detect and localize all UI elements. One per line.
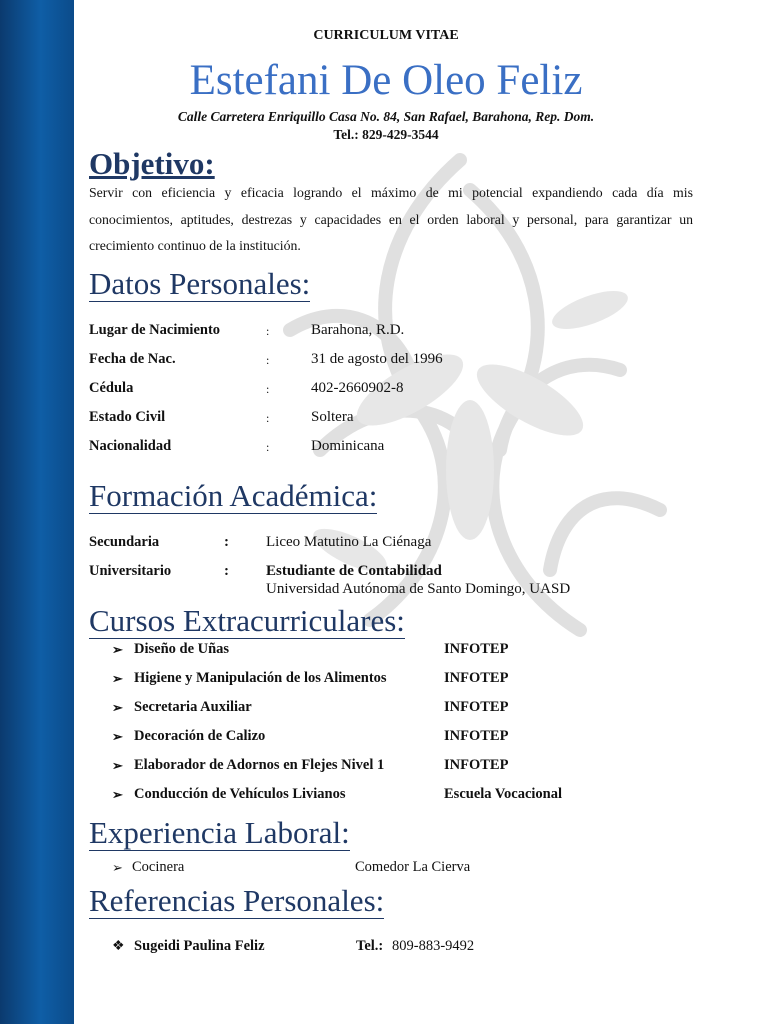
course-name: Secretaria Auxiliar (134, 699, 252, 715)
separator: : (266, 440, 270, 454)
objective-text: Servir con eficiencia y eficacia logrando el máximo de mi potencial expandiendo cada día mis conocimientos, aptitudes, destrezas y capacidades en el orden laboral y personal, para garantizar un crecimiento continuo de la institución. (89, 185, 693, 253)
personal-row (89, 351, 689, 373)
education-label: Secundaria (89, 534, 160, 550)
personal-data-heading: Datos Personales: (89, 266, 311, 301)
experience-place: Comedor La Cierva (355, 859, 471, 875)
education-heading: Formación Académica: (89, 478, 378, 513)
course-institution: INFOTEP (444, 670, 509, 686)
arrow-bullet-icon: ➢ (112, 729, 123, 744)
separator: : (224, 534, 229, 550)
course-item (112, 670, 672, 692)
personal-label: Fecha de Nac. (89, 351, 176, 367)
separator: : (266, 324, 270, 338)
candidate-name: Estefani De Oleo Feliz (189, 57, 583, 104)
course-name: Higiene y Manipulación de los Alimentos (134, 670, 387, 686)
personal-row (89, 380, 689, 402)
diamond-bullet-icon: ❖ (112, 939, 125, 954)
course-item (112, 641, 672, 663)
education-value: Liceo Matutino La Ciénaga (266, 534, 432, 550)
personal-label: Estado Civil (89, 409, 166, 425)
reference-name: Sugeidi Paulina Feliz (134, 938, 265, 954)
course-name: Decoración de Calizo (134, 728, 266, 744)
course-item (112, 757, 672, 779)
course-item (112, 699, 672, 721)
course-institution: Escuela Vocacional (444, 786, 563, 802)
objective-heading: Objetivo: (89, 146, 215, 181)
personal-label: Lugar de Nacimiento (89, 322, 221, 338)
education-detail: Universidad Autónoma de Santo Domingo, UASD (266, 581, 571, 597)
personal-value: 402-2660902-8 (311, 380, 404, 396)
arrow-bullet-icon: ➢ (112, 642, 123, 657)
course-item (112, 786, 672, 808)
course-name: Elaborador de Adornos en Flejes Nivel 1 (134, 757, 385, 773)
personal-value: 31 de agosto del 1996 (311, 351, 443, 367)
reference-tel-label: Tel.: (356, 938, 384, 954)
courses-heading: Cursos Extracurriculares: (89, 603, 405, 638)
course-name: Conducción de Vehículos Livianos (134, 786, 346, 802)
education-label: Universitario (89, 563, 172, 579)
personal-row (89, 409, 689, 431)
course-institution: INFOTEP (444, 728, 509, 744)
personal-value: Soltera (311, 409, 354, 425)
arrow-bullet-icon: ➢ (112, 758, 123, 773)
course-institution: INFOTEP (444, 641, 509, 657)
experience-position: Cocinera (132, 859, 185, 875)
separator: : (224, 563, 229, 579)
address: Calle Carretera Enriquillo Casa No. 84, San Rafael, Barahona, Rep. Dom. (177, 109, 595, 124)
personal-label: Cédula (89, 380, 134, 396)
reference-tel-value: 809-883-9492 (392, 938, 475, 954)
course-institution: INFOTEP (444, 699, 509, 715)
separator: : (266, 353, 270, 367)
personal-row (89, 322, 689, 344)
phone: Tel.: 829-429-3544 (333, 127, 439, 142)
references-heading: Referencias Personales: (89, 883, 385, 918)
arrow-bullet-icon: ➢ (112, 671, 123, 686)
personal-value: Dominicana (311, 438, 385, 454)
personal-label: Nacionalidad (89, 438, 172, 454)
separator: : (266, 382, 270, 396)
course-item (112, 728, 672, 750)
education-value: Estudiante de Contabilidad (266, 563, 442, 579)
document-label: CURRICULUM VITAE (313, 28, 459, 43)
personal-row (89, 438, 689, 460)
separator: : (266, 411, 270, 425)
course-name: Diseño de Uñas (134, 641, 230, 657)
arrow-bullet-icon: ➢ (112, 787, 123, 802)
decorative-sidebar (0, 0, 74, 1024)
arrow-bullet-icon: ➢ (112, 860, 123, 875)
arrow-bullet-icon: ➢ (112, 700, 123, 715)
experience-heading: Experiencia Laboral: (89, 815, 350, 850)
personal-value: Barahona, R.D. (311, 322, 405, 338)
course-institution: INFOTEP (444, 757, 509, 773)
